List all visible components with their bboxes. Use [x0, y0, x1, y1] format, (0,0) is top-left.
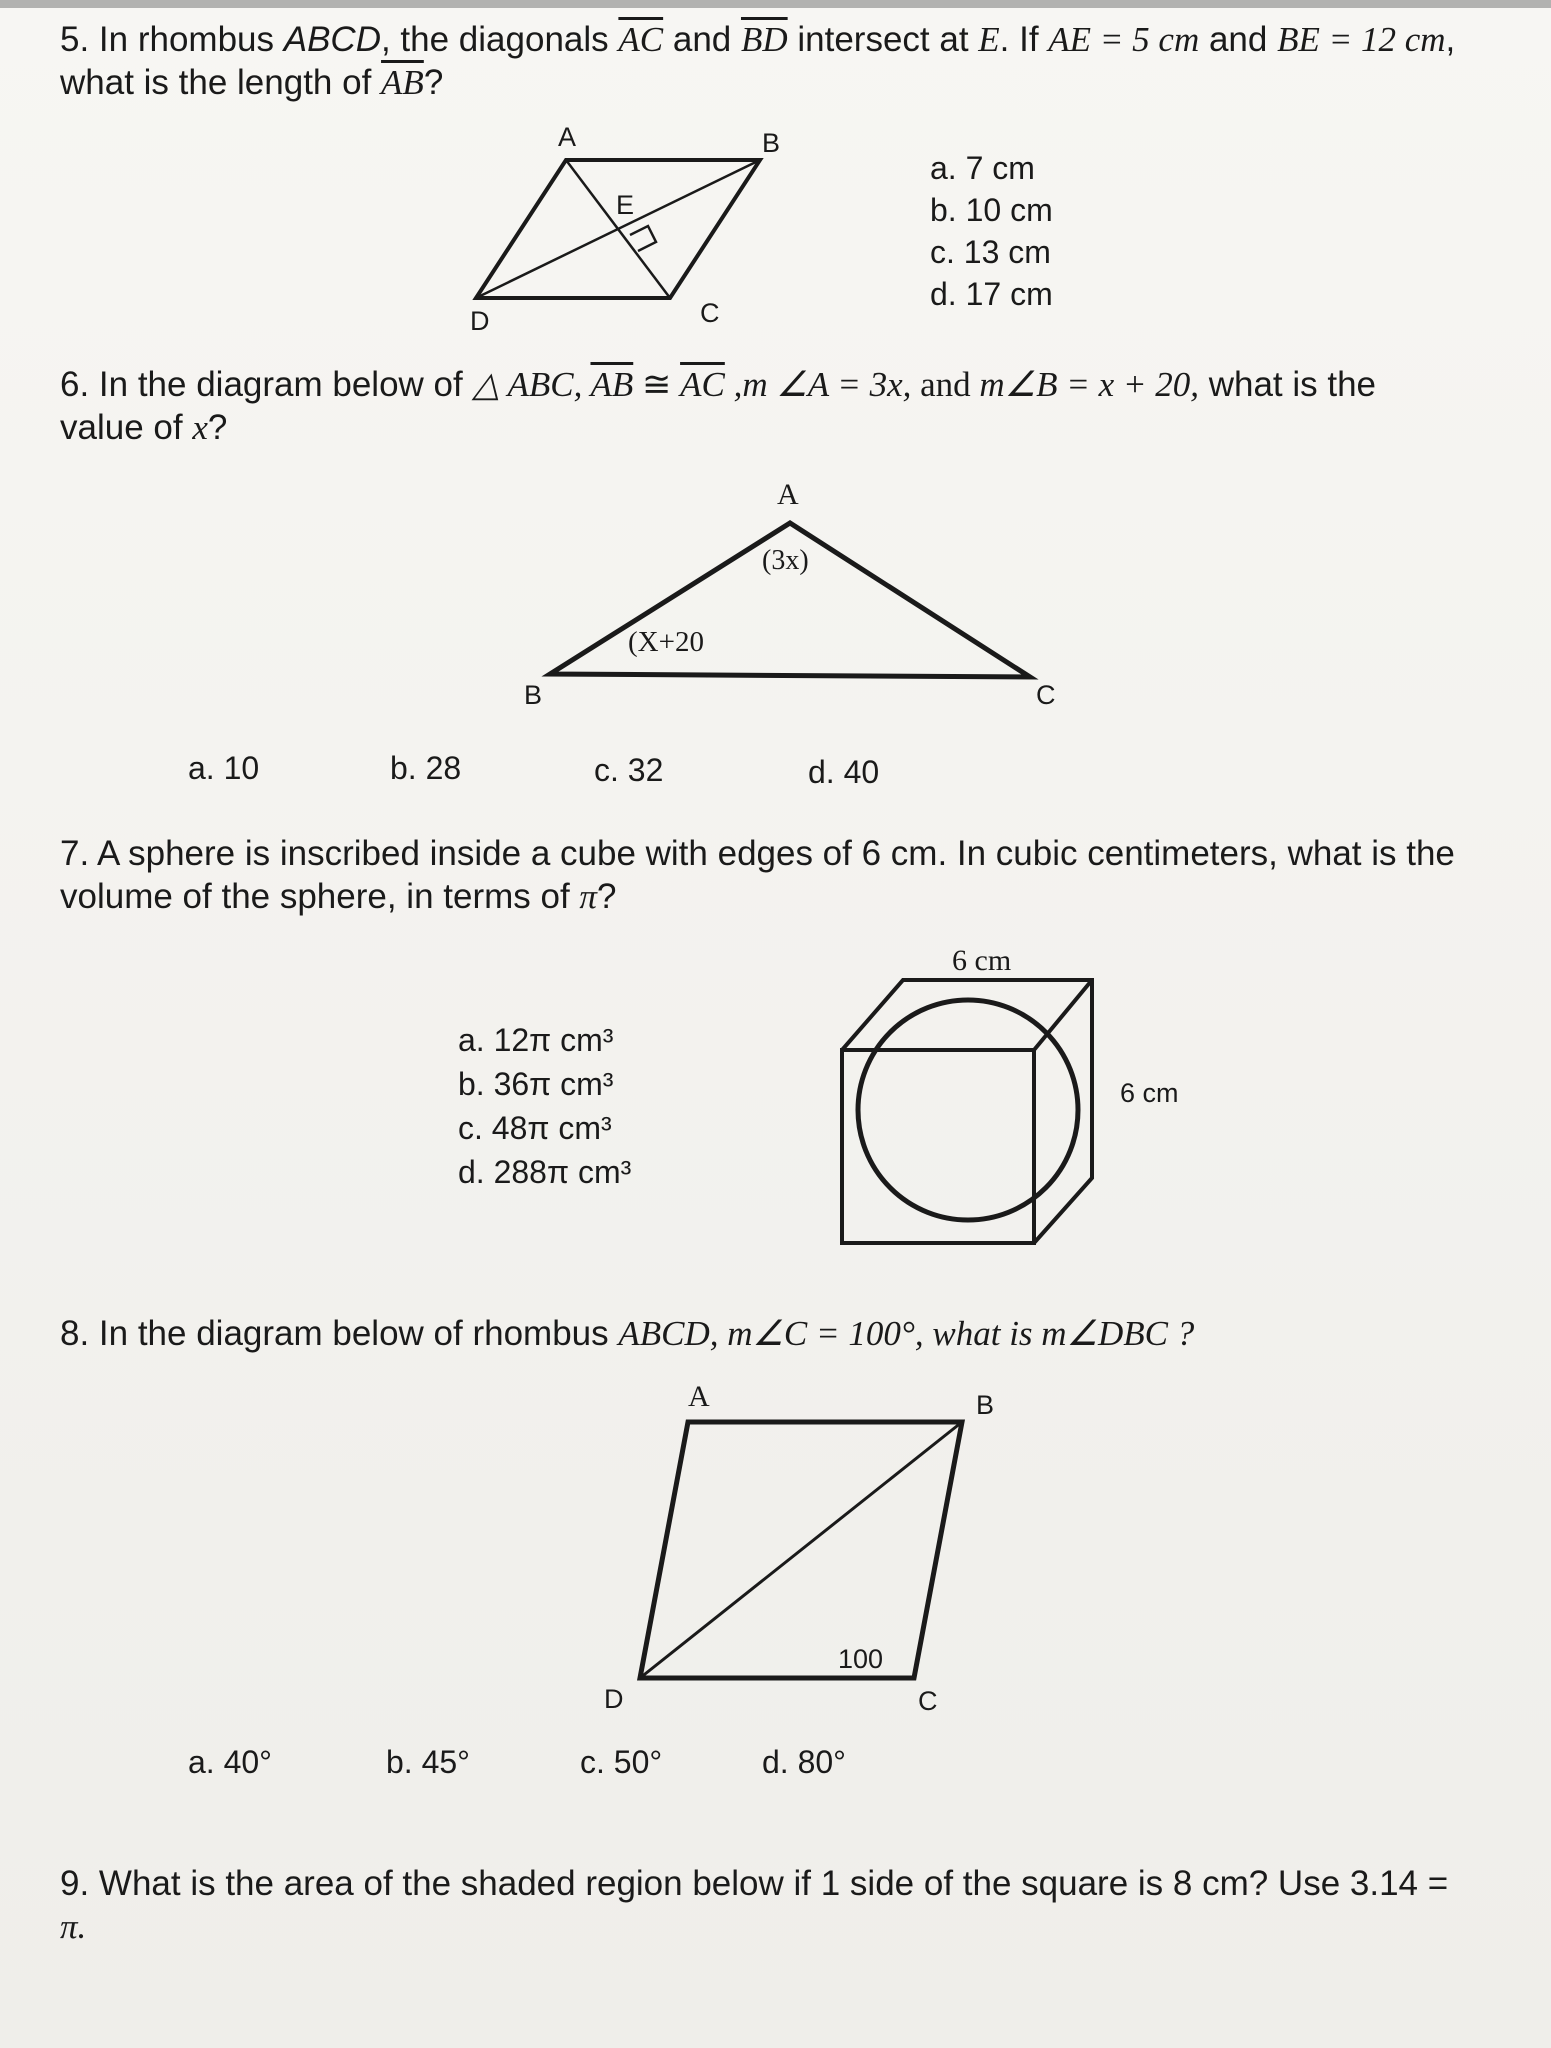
q8-tail: what is m∠DBC ?	[923, 1314, 1195, 1353]
diagonal-db	[640, 1422, 962, 1678]
q6-segment-ab: $\overline{AB}$	[590, 365, 634, 404]
q5-segment-ac: $\overline{AC}$	[618, 20, 664, 59]
q6-option-c: c. 32	[594, 752, 664, 788]
edge-label-top: 6 cm	[952, 944, 1012, 977]
q6-option-d: d. 40	[808, 754, 880, 790]
q7-qmark: ?	[596, 877, 617, 916]
angle-a-label: (3x)	[762, 545, 809, 576]
q6-angle-a: ,m ∠A = 3x,	[724, 365, 912, 404]
edge-label-side: 6 cm	[1120, 1078, 1179, 1108]
q5-option-a: a. 7 cm	[930, 150, 1035, 186]
angle-b-label: (X+20	[628, 626, 704, 658]
q5-segment-ab: $\overline{AB}$	[381, 63, 424, 102]
q6-congruent: ≅	[633, 365, 681, 404]
q7-line1: 7. A sphere is inscribed inside a cube with edges of 6 cm. In cubic centimeters, what is the	[60, 834, 1455, 873]
q5-text: and	[1199, 20, 1278, 59]
label-a: A	[688, 1380, 710, 1413]
q5-line2: what is the length of	[60, 63, 382, 102]
q8-option-d: d. 80°	[762, 1744, 846, 1780]
q8-option-c: c. 50°	[580, 1744, 663, 1780]
label-b: B	[976, 1390, 995, 1420]
q6-lead: 6. In the diagram below of	[60, 365, 473, 404]
q8-rhombus: ABCD,	[618, 1314, 719, 1353]
q5-text: . If	[999, 20, 1049, 59]
label-b: B	[524, 680, 543, 710]
q5-qmark: ?	[423, 63, 444, 102]
q6-option-b: b. 28	[390, 750, 462, 786]
label-c: C	[918, 1686, 938, 1716]
q8-angle-c: m∠C = 100°,	[718, 1314, 924, 1353]
q5-lead: 5. In rhombus	[60, 20, 284, 59]
q7-option-a: a. 12π cm³	[458, 1022, 614, 1058]
q6-segment-ac: $\overline{AC}$	[680, 365, 725, 404]
q6-angle-b: m∠B = x + 20,	[979, 365, 1199, 404]
q5-option-b: b. 10 cm	[930, 192, 1053, 228]
q5-option-c: c. 13 cm	[930, 234, 1051, 270]
label-b: B	[762, 128, 781, 158]
q5-ae-value: AE = 5 cm	[1048, 20, 1200, 59]
q5-segment-bd: $\overline{BD}$	[740, 20, 788, 59]
q5-text: intersect at	[787, 20, 979, 59]
q9-line2: π.	[60, 1907, 87, 1946]
label-d: D	[604, 1684, 624, 1714]
q8-lead: 8. In the diagram below of rhombus	[60, 1314, 619, 1353]
q6-option-a: a. 10	[188, 750, 260, 786]
q8-option-b: b. 45°	[386, 1744, 470, 1780]
label-a: A	[558, 122, 577, 152]
q9-line1: 9. What is the area of the shaded region below if 1 side of the square is 8 cm? Use 3.14 =	[60, 1864, 1449, 1903]
q5-option-d: d. 17 cm	[930, 276, 1053, 312]
question-5-text: 5. In rhombus ABCD, the diagonals $\overline{AC}$ and $\overline{BD}$ intersect at E. If AE = 5 cm and BE = 12 cm, what is the length of $\overline{AB}$?	[60, 20, 1456, 102]
q6-tail: what is the	[1198, 365, 1377, 404]
label-e: E	[616, 190, 635, 220]
label-c: C	[700, 298, 720, 328]
question-9-text	[60, 1862, 1500, 1948]
q6-triangle: △ ABC,	[472, 365, 591, 404]
q5-text: and	[663, 20, 741, 59]
q6-x: x	[192, 408, 208, 447]
q6-and: and	[911, 365, 980, 404]
q6-line2: value of	[60, 408, 193, 447]
q5-rhombus: ABCD	[283, 20, 381, 59]
label-c: C	[1036, 680, 1056, 710]
q7-pi: π	[579, 877, 597, 916]
angle-c-label: 100	[838, 1644, 884, 1674]
q6-qmark: ?	[207, 408, 228, 447]
q7-option-c: c. 48π cm³	[458, 1110, 612, 1146]
q5-point-e: E	[978, 20, 1000, 59]
q7-option-b: b. 36π cm³	[458, 1066, 614, 1102]
q5-text: , the diagonals	[380, 20, 619, 59]
q7-line2: volume of the sphere, in terms of	[60, 877, 580, 916]
label-d: D	[470, 306, 490, 336]
label-a: A	[777, 478, 799, 511]
q7-option-d: d. 288π cm³	[458, 1154, 632, 1190]
q5-be-value: BE = 12 cm	[1277, 20, 1446, 59]
q8-option-a: a. 40°	[188, 1744, 272, 1780]
